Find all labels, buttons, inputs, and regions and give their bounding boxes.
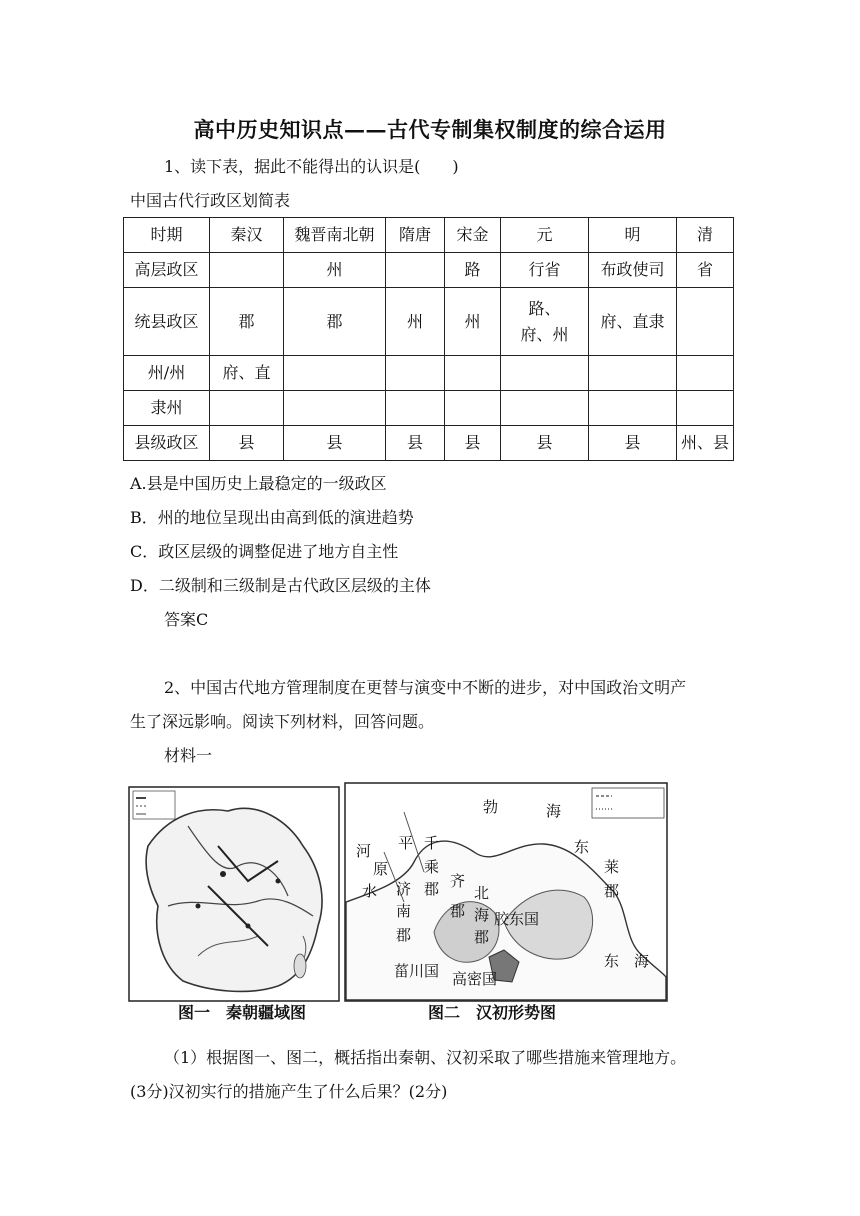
question-2-stem-line-2: 生了深远影响。阅读下列材料，回答问题。 (130, 712, 435, 731)
table-cell (210, 391, 284, 426)
table-cell (210, 253, 284, 288)
map-label: 郡 (474, 928, 490, 946)
map-label: 郡 (604, 882, 620, 900)
table-cell: 统县政区 (124, 288, 210, 356)
map-label: 东 (574, 838, 590, 856)
table-cell (501, 391, 589, 426)
map-label: 北 (474, 884, 490, 902)
answer-text: 答案C (164, 610, 209, 629)
table-cell (589, 391, 677, 426)
table-cell: 郡 (210, 288, 284, 356)
administrative-divisions-table (123, 217, 734, 461)
map-label: 海 (474, 906, 490, 924)
header-cell: 隋唐 (386, 218, 445, 253)
map-label: 郡 (396, 926, 412, 944)
table-caption: 中国古代行政区划简表 (130, 191, 291, 210)
header-cell: 元 (501, 218, 589, 253)
table-cell: 郡 (284, 288, 386, 356)
table-cell (445, 391, 501, 426)
table-cell (677, 288, 734, 356)
map-label: 原 (373, 860, 389, 878)
map-label: 郡 (424, 880, 440, 898)
map-label: 海 (546, 802, 562, 820)
table-cell (677, 391, 734, 426)
table-row (124, 426, 734, 461)
table-row (124, 356, 734, 391)
header-cell: 明 (589, 218, 677, 253)
map-label: 胶东国 (494, 910, 540, 928)
table-cell (386, 253, 445, 288)
table-cell: 高层政区 (124, 253, 210, 288)
header-cell: 清 (677, 218, 734, 253)
table-cell: 路、府、州 (501, 288, 589, 356)
header-cell: 时期 (124, 218, 210, 253)
map-label: 菑川国 (394, 962, 440, 980)
map-label: 勃 (483, 798, 499, 816)
header-cell: 宋金 (445, 218, 501, 253)
material-label: 材料一 (164, 746, 213, 765)
table-cell (677, 356, 734, 391)
map-label: 南 (396, 902, 412, 920)
table-cell (386, 356, 445, 391)
option-b: B．州的地位呈现出由高到低的演进趋势 (130, 508, 414, 527)
table-cell: 县 (445, 426, 501, 461)
map-label: 齐 (450, 872, 466, 890)
table-cell: 路 (445, 253, 501, 288)
table-row (124, 391, 734, 426)
map-label: 河 (356, 842, 372, 860)
table-header-row (124, 218, 734, 253)
table-cell (284, 356, 386, 391)
table-cell: 县 (386, 426, 445, 461)
option-d: D．二级制和三级制是古代政区层级的主体 (130, 576, 431, 595)
map-label: 郡 (450, 902, 466, 920)
table-cell: 府、直 (210, 356, 284, 391)
table-cell (445, 356, 501, 391)
header-cell: 秦汉 (210, 218, 284, 253)
figure-2-caption: 图二 汉初形势图 (428, 1003, 557, 1022)
table-cell: 州 (445, 288, 501, 356)
map-label: 莱 (604, 858, 620, 876)
sub-question-1-line-2: (3分)汉初实行的措施产生了什么后果？(2分) (130, 1082, 448, 1101)
header-cell: 魏晋南北朝 (284, 218, 386, 253)
map-label: 水 (362, 882, 378, 900)
table-cell: 县级政区 (124, 426, 210, 461)
question-2-stem-line-1: 2、中国古代地方管理制度在更替与演变中不断的进步，对中国政治文明产 (164, 678, 687, 697)
map-label: 高密国 (452, 970, 498, 988)
table-row (124, 288, 734, 356)
table-cell: 县 (589, 426, 677, 461)
table-cell (284, 391, 386, 426)
document-title: 高中历史知识点——古代专制集权制度的综合运用 (193, 117, 667, 142)
map-label: 平 (398, 834, 414, 852)
qin-territory-map (128, 786, 340, 1002)
map-label: 乘 (424, 858, 440, 876)
table-cell: 县 (501, 426, 589, 461)
map-label: 济 (396, 880, 412, 898)
table-cell: 县 (284, 426, 386, 461)
table-cell: 州/州 (124, 356, 210, 391)
table-cell: 县 (210, 426, 284, 461)
option-a: A.县是中国历史上最稳定的一级政区 (130, 474, 387, 493)
table-cell (386, 391, 445, 426)
table-cell: 省 (677, 253, 734, 288)
table-cell: 府、直隶 (589, 288, 677, 356)
table-cell: 隶州 (124, 391, 210, 426)
map-figures (128, 774, 668, 1032)
table-row (124, 253, 734, 288)
table-cell (501, 356, 589, 391)
table-cell: 布政使司 (589, 253, 677, 288)
option-c: C．政区层级的调整促进了地方自主性 (130, 542, 399, 561)
table-cell: 州 (386, 288, 445, 356)
map-label: 千 (424, 834, 440, 852)
table-cell (589, 356, 677, 391)
figure-1-caption: 图一 秦朝疆域图 (178, 1003, 307, 1022)
table-cell: 行省 (501, 253, 589, 288)
sub-question-1-line-1: （1）根据图一、图二，概括指出秦朝、汉初采取了哪些措施来管理地方。 (164, 1048, 687, 1067)
question-1-stem: 1、读下表，据此不能得出的认识是( ) (164, 157, 459, 176)
map-label: 东 海 (604, 952, 650, 970)
table-cell: 州、县 (677, 426, 734, 461)
table-cell: 州 (284, 253, 386, 288)
